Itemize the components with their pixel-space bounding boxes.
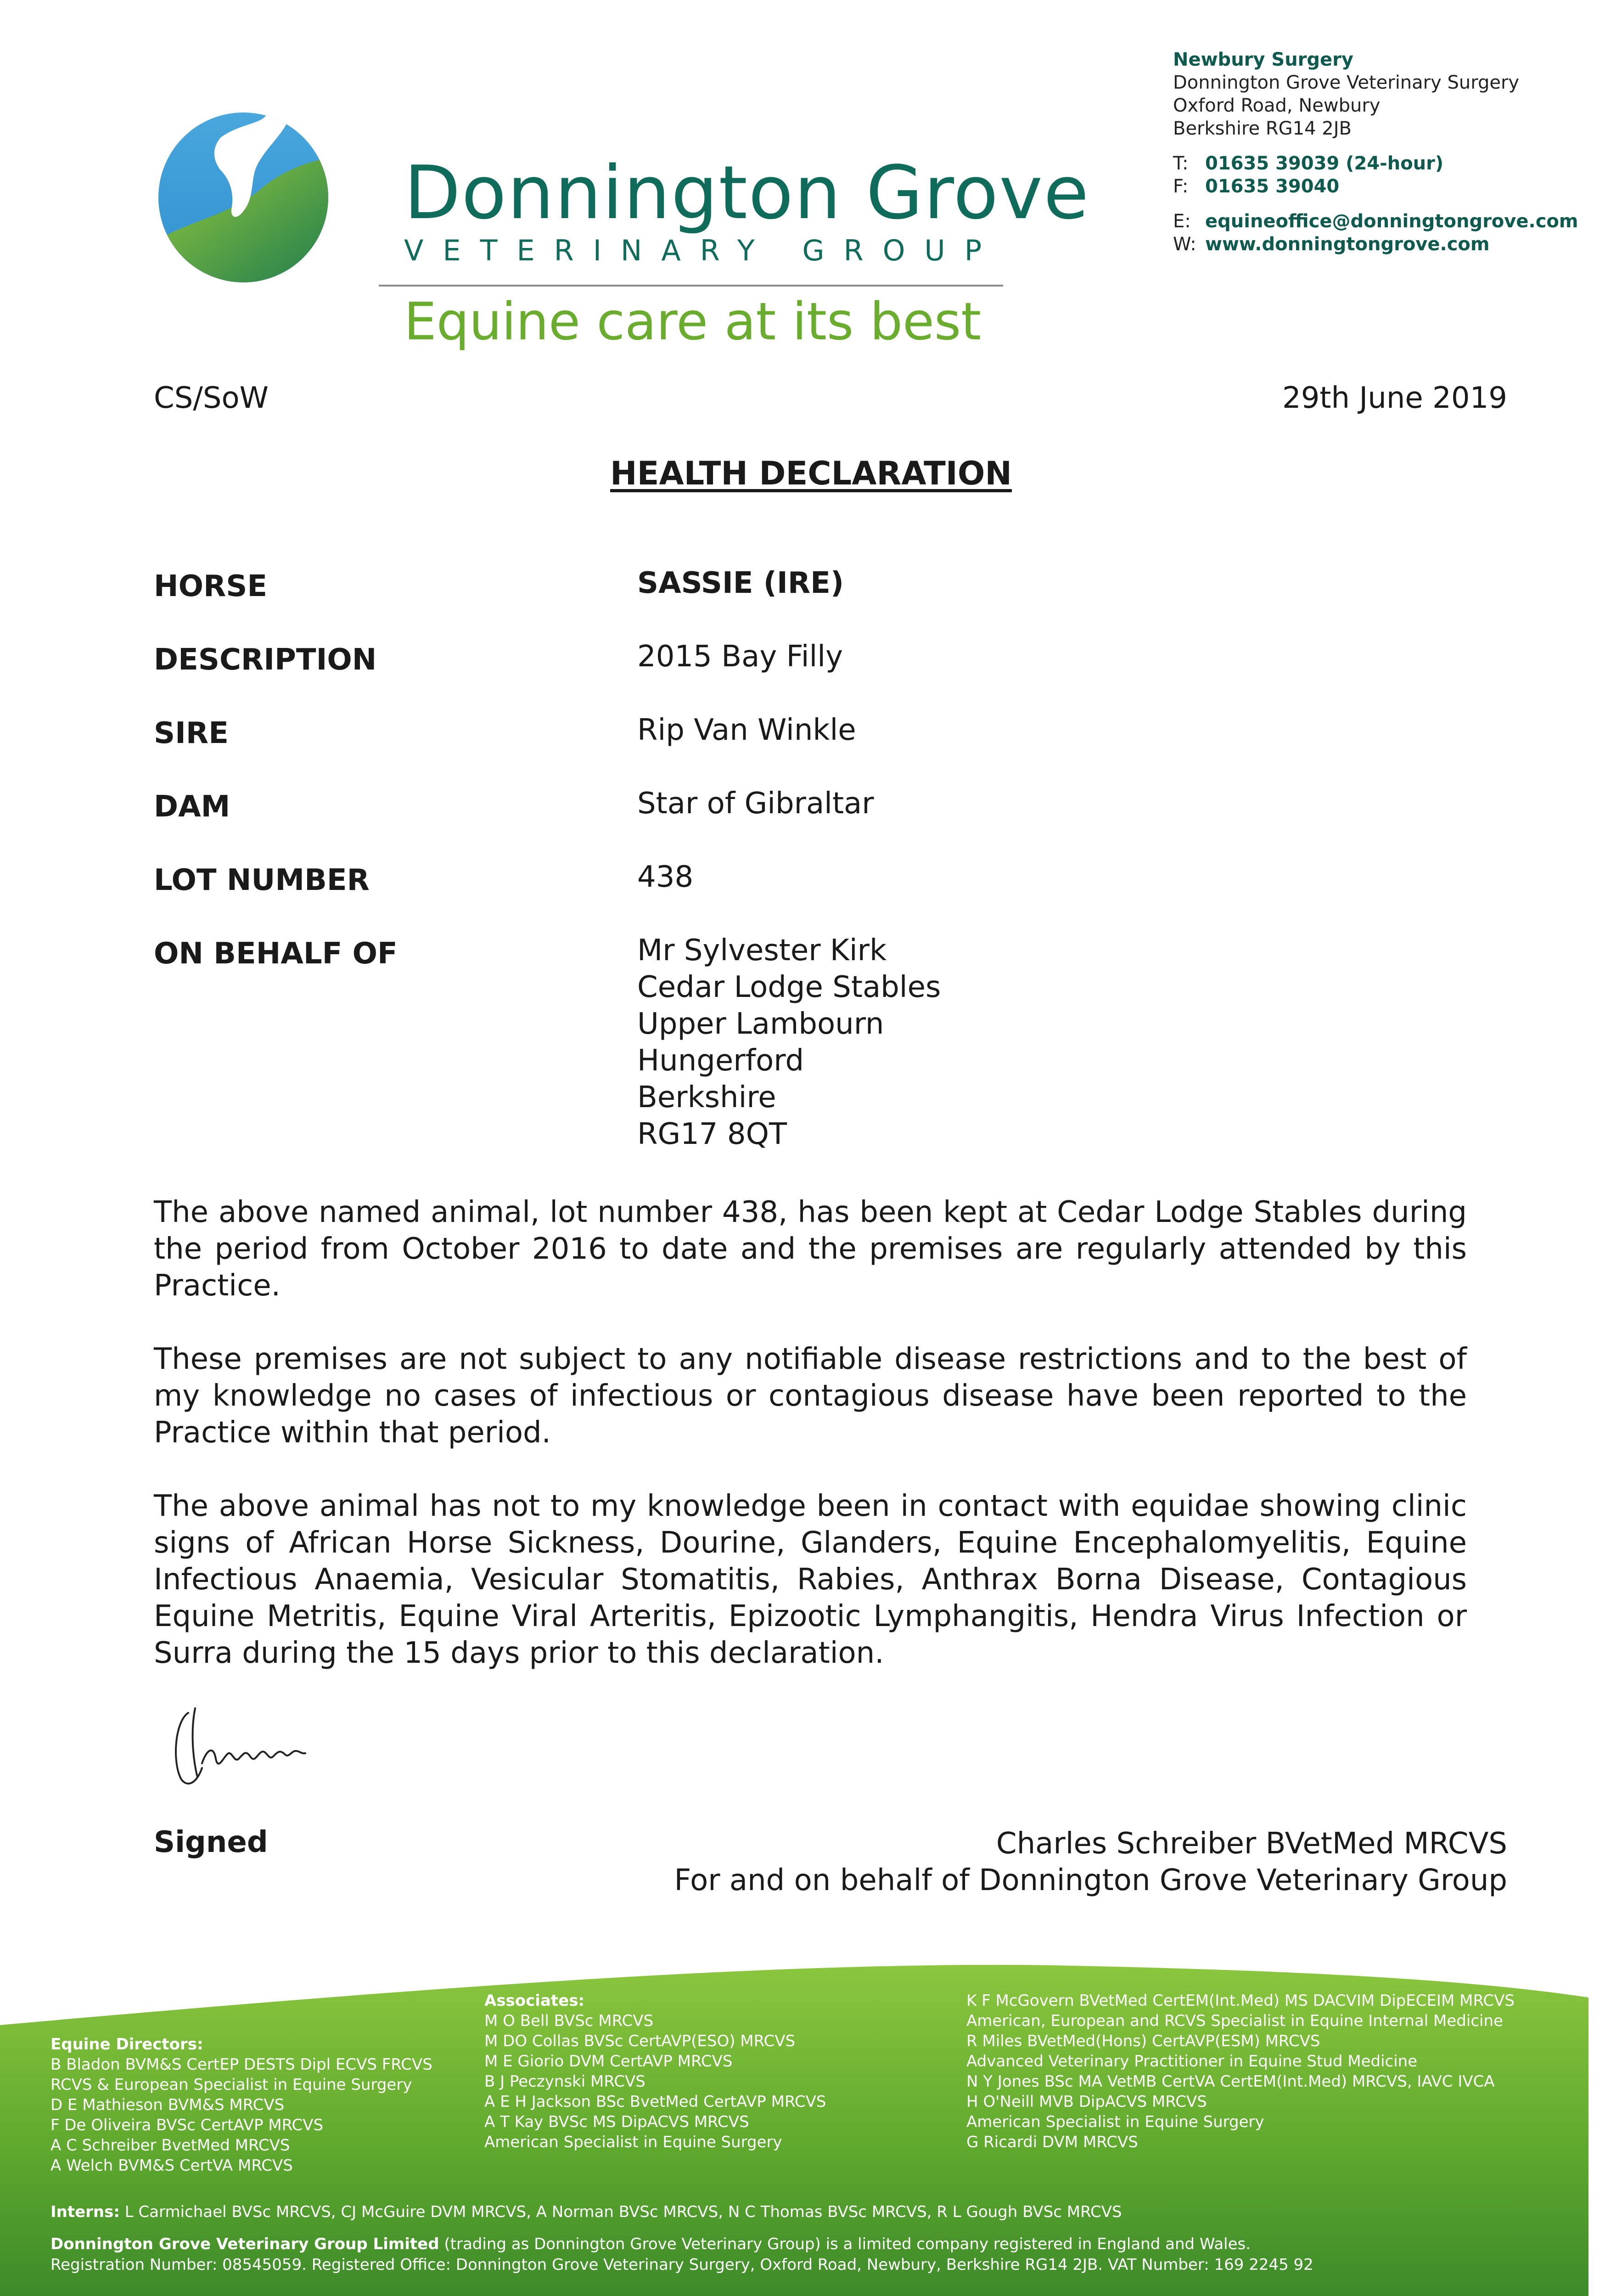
associate-line: A T Kay BVSc MS DipACVS MRCVS: [484, 2113, 749, 2131]
brand-divider: [379, 285, 1003, 287]
associate-line: A E H Jackson BSc BvetMed CertAVP MRCVS: [484, 2093, 826, 2111]
director-line: A C Schreiber BvetMed MRCVS: [51, 2136, 290, 2155]
field-label-dam: DAM: [154, 790, 230, 824]
director-line: A Welch BVM&S CertVA MRCVS: [51, 2156, 293, 2175]
website-label: W:: [1173, 234, 1196, 255]
associate-line: M O Bell BVSc MRCVS: [484, 2012, 654, 2030]
interns-title: Interns:: [51, 2203, 120, 2221]
handwritten-signature: [170, 1694, 326, 1795]
associate-line: Advanced Veterinary Practitioner in Equine Stud Medicine: [966, 2052, 1418, 2071]
brand-name: Donnington Grove: [404, 150, 1090, 236]
associate-line: H O'Neill MVB DipACVS MRCVS: [966, 2093, 1207, 2111]
signed-label: Signed: [154, 1825, 268, 1859]
field-label-horse: HORSE: [154, 569, 268, 603]
field-label-on-behalf-of: ON BEHALF OF: [154, 937, 398, 971]
field-value-description: 2015 Bay Filly: [637, 640, 843, 674]
declaration-paragraph: The above animal has not to my knowledge been in contact with equidae showing clinic signs of African Horse Sickness, Dourine, Glanders, Equine Encephalomyelitis, Equine Infectious Anaemia, Vesicular Stomatitis, Rabies, Anthrax Borna Disease, Contagious Equine Metritis, Equine Viral Arteritis, Epizootic Lymphangitis, Hendra Virus Infection or Surra during the 15 days prior to this declaration.: [154, 1489, 1467, 1670]
director-line: D E Mathieson BVM&S MRCVS: [51, 2096, 285, 2114]
associate-line: B J Peczynski MRCVS: [484, 2072, 645, 2091]
field-value-lot-number: 438: [637, 860, 694, 894]
signatory-behalf: For and on behalf of Donnington Grove Veterinary Group: [674, 1863, 1507, 1897]
associates-title: Associates:: [484, 1992, 585, 2010]
interns-list: L Carmichael BVSc MRCVS, CJ McGuire DVM MRCVS, A Norman BVSc MRCVS, N C Thomas BVSc MRCVS, R L Gough BVSc MRCVS: [124, 2203, 1122, 2221]
surgery-name: Newbury Surgery: [1173, 49, 1353, 70]
associate-line: K F McGovern BVetMed CertEM(Int.Med) MS DACVIM DipECEIM MRCVS: [966, 1992, 1515, 2010]
contact-block: [1173, 48, 1586, 256]
registration-text: Registration Number: 08545059. Registered Office: Donnington Grove Veterinary Surgery, Oxford Road, Newbury, Berkshire RG14 2JB. VAT Number: 169 2245 92: [51, 2256, 1313, 2274]
associate-line: American Specialist in Equine Surgery: [484, 2133, 782, 2151]
website-row: [1173, 233, 1586, 256]
address-line: Oxford Road, Newbury: [1173, 95, 1381, 116]
associate-line: M DO Collas BVSc CertAVP(ESO) MRCVS: [484, 2032, 796, 2050]
owner-address-line: RG17 8QT: [637, 1117, 787, 1151]
telephone-number: 01635 39039 (24-hour): [1205, 153, 1444, 174]
director-line: B Bladon BVM&S CertEP DESTS Dipl ECVS FRCVS: [51, 2055, 432, 2074]
associate-line: G Ricardi DVM MRCVS: [966, 2133, 1138, 2151]
associate-line: American Specialist in Equine Surgery: [966, 2113, 1264, 2131]
telephone-label: T:: [1173, 153, 1189, 174]
fax-label: F:: [1173, 176, 1189, 197]
field-value-on-behalf-of: [637, 932, 941, 1153]
brand-tagline: Equine care at its best: [404, 292, 982, 352]
director-line: F De Oliveira BVSc CertAVP MRCVS: [51, 2116, 324, 2134]
associate-line: American, European and RCVS Specialist in Equine Internal Medicine: [966, 2012, 1503, 2030]
directors-title: Equine Directors:: [51, 2035, 203, 2054]
associates-block: [484, 1991, 826, 2152]
associates-block-2: [966, 1991, 1515, 2152]
signatory-name: Charles Schreiber BVetMed MRCVS: [996, 1827, 1507, 1861]
field-value-sire: Rip Van Winkle: [637, 713, 856, 747]
address-line: Berkshire RG14 2JB: [1173, 118, 1352, 139]
registration-row: [51, 2255, 1566, 2275]
field-value-horse: SASSIE (IRE): [637, 566, 844, 600]
associate-line: M E Giorio DVM CertAVP MRCVS: [484, 2052, 733, 2071]
telephone-row: [1173, 152, 1586, 175]
company-info-row: [51, 2234, 1251, 2254]
field-label-lot-number: LOT NUMBER: [154, 863, 370, 897]
document-title-text: HEALTH DECLARATION: [610, 455, 1012, 492]
interns-row: [51, 2202, 1122, 2222]
company-name: Donnington Grove Veterinary Group Limited: [51, 2235, 439, 2253]
email-row: [1173, 210, 1586, 233]
declaration-paragraph: These premises are not subject to any notifiable disease restrictions and to the best of my knowledge no cases of infectious or contagious disease have been reported to the Practice within that period.: [154, 1342, 1467, 1450]
company-logo: [152, 106, 335, 289]
owner-address-line: Hungerford: [637, 1044, 804, 1078]
owner-address-line: Upper Lambourn: [637, 1007, 884, 1041]
associate-line: R Miles BVetMed(Hons) CertAVP(ESM) MRCVS: [966, 2032, 1320, 2050]
email-label: E:: [1173, 211, 1191, 232]
email-address: equineoffice@donningtongrove.com: [1205, 211, 1578, 232]
field-value-dam: Star of Gibraltar: [637, 787, 874, 821]
director-line: RCVS & European Specialist in Equine Surgery: [51, 2076, 412, 2094]
document-date: 29th June 2019: [1282, 381, 1507, 415]
owner-address-line: Mr Sylvester Kirk: [637, 934, 887, 968]
owner-address-line: Cedar Lodge Stables: [637, 970, 941, 1004]
fax-number: 01635 39040: [1205, 176, 1340, 197]
company-text: (trading as Donnington Grove Veterinary Group) is a limited company registered in England and Wales.: [439, 2235, 1251, 2253]
signatory-block: [674, 1825, 1507, 1899]
brand-subtitle: VETERINARY GROUP: [404, 234, 1001, 267]
field-label-sire: SIRE: [154, 716, 229, 750]
owner-address-line: Berkshire: [637, 1080, 776, 1114]
document-reference: CS/SoW: [154, 381, 269, 415]
field-label-description: DESCRIPTION: [154, 643, 377, 677]
website-url: www.donningtongrove.com: [1205, 234, 1490, 255]
directors-block: [51, 2034, 432, 2176]
document-title: [0, 455, 1622, 492]
fax-row: [1173, 175, 1586, 198]
address-line: Donnington Grove Veterinary Surgery: [1173, 72, 1520, 93]
associate-line: N Y Jones BSc MA VetMB CertVA CertEM(Int.Med) MRCVS, IAVC IVCA: [966, 2072, 1495, 2091]
declaration-paragraph: The above named animal, lot number 438, has been kept at Cedar Lodge Stables during the period from October 2016 to date and the premises are regularly attended by this Practice.: [154, 1195, 1467, 1303]
